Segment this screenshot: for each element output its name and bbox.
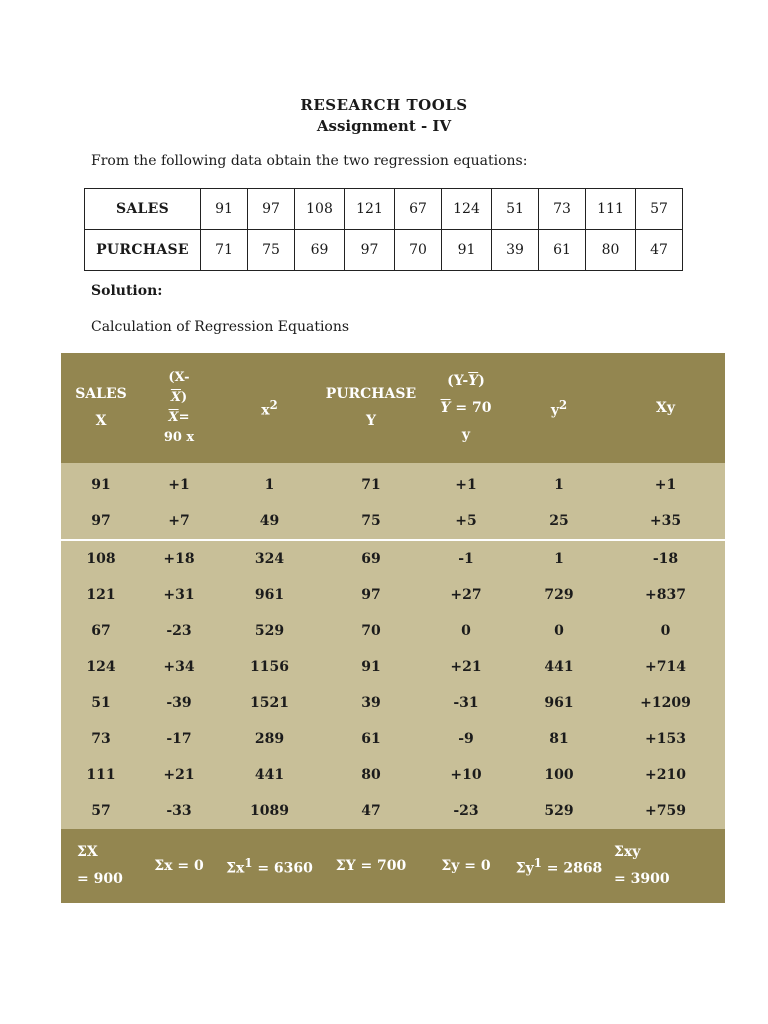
total-sum-x-value: = 900 bbox=[77, 871, 123, 887]
calc-cell: 0 bbox=[512, 613, 606, 649]
data-cell: 67 bbox=[395, 189, 442, 230]
calc-cell: +1 bbox=[606, 463, 725, 503]
calc-cell: 1156 bbox=[217, 649, 322, 685]
page-subtitle: Assignment - IV bbox=[316, 117, 452, 135]
data-cell: 71 bbox=[201, 230, 248, 271]
calc-cell: 1 bbox=[217, 463, 322, 503]
data-cell: 73 bbox=[539, 189, 586, 230]
header-sales bbox=[61, 353, 141, 463]
calc-cell: 49 bbox=[217, 503, 322, 540]
header-dev-y-var: y bbox=[461, 426, 471, 443]
totals-row bbox=[61, 829, 725, 903]
header-y2-exp: 2 bbox=[559, 397, 568, 412]
calc-row bbox=[61, 793, 725, 829]
total-sum-x2-exp: 1 bbox=[244, 855, 253, 870]
header-dev-y-mean2: $\overline{Y}$ bbox=[440, 399, 451, 416]
calc-cell: -23 bbox=[141, 613, 217, 649]
calc-row bbox=[61, 613, 725, 649]
calc-cell: 39 bbox=[322, 685, 420, 721]
header-dev-y-open: (Y- bbox=[447, 372, 469, 389]
total-sum-y2-base: Σy bbox=[515, 860, 534, 877]
header-dev-x bbox=[141, 353, 217, 463]
question-prompt: From the following data obtain the two regression equations: bbox=[91, 153, 528, 169]
calc-row bbox=[61, 577, 725, 613]
sales-row bbox=[85, 189, 683, 230]
calc-cell: 97 bbox=[322, 577, 420, 613]
data-table bbox=[84, 188, 683, 271]
calc-cell: 1521 bbox=[217, 685, 322, 721]
calc-cell: 1089 bbox=[217, 793, 322, 829]
calc-cell: 91 bbox=[61, 463, 141, 503]
calc-cell: -39 bbox=[141, 685, 217, 721]
calc-cell: 73 bbox=[61, 721, 141, 757]
calc-cell: 441 bbox=[512, 649, 606, 685]
header-purchase-var: Y bbox=[366, 413, 376, 429]
calc-cell: -33 bbox=[141, 793, 217, 829]
data-cell: 39 bbox=[492, 230, 539, 271]
header-dev-x-mean2: $\overline{X}$ bbox=[168, 410, 179, 425]
calc-cell: +31 bbox=[141, 577, 217, 613]
calc-cell: 69 bbox=[322, 540, 420, 577]
calc-cell: 51 bbox=[61, 685, 141, 721]
calc-cell: +1209 bbox=[606, 685, 725, 721]
data-cell: 75 bbox=[248, 230, 295, 271]
calc-cell: 75 bbox=[322, 503, 420, 540]
calc-body bbox=[61, 463, 725, 829]
header-dev-x-eq: = bbox=[178, 410, 190, 425]
calc-cell: 1 bbox=[512, 463, 606, 503]
calc-cell: 100 bbox=[512, 757, 606, 793]
header-dev-y-mean: $\overline{Y}$ bbox=[468, 372, 479, 389]
data-cell: 69 bbox=[295, 230, 345, 271]
header-y2-base: y bbox=[550, 402, 559, 419]
total-sum-y2 bbox=[512, 829, 606, 903]
total-sum-y2-exp: 1 bbox=[533, 855, 542, 870]
header-dev-y-eq: = 70 bbox=[450, 399, 492, 416]
calc-cell: +27 bbox=[420, 577, 512, 613]
total-sum-xy bbox=[606, 829, 725, 903]
calc-row bbox=[61, 757, 725, 793]
data-cell: 91 bbox=[442, 230, 492, 271]
header-dev-y-close: ) bbox=[478, 372, 485, 389]
calc-cell: 0 bbox=[420, 613, 512, 649]
calc-cell: 0 bbox=[606, 613, 725, 649]
data-cell: 61 bbox=[539, 230, 586, 271]
data-cell: 47 bbox=[636, 230, 683, 271]
calc-label: Calculation of Regression Equations bbox=[91, 319, 350, 335]
calc-cell: +210 bbox=[606, 757, 725, 793]
purchase-row bbox=[85, 230, 683, 271]
calc-cell: 108 bbox=[61, 540, 141, 577]
purchase-row-label: PURCHASE bbox=[85, 230, 201, 271]
data-cell: 91 bbox=[201, 189, 248, 230]
header-xy: Xy bbox=[606, 353, 725, 463]
header-dev-x-close: ) bbox=[180, 390, 188, 405]
calc-cell: +7 bbox=[141, 503, 217, 540]
calc-row bbox=[61, 685, 725, 721]
calc-row bbox=[61, 463, 725, 503]
data-cell: 80 bbox=[586, 230, 636, 271]
calc-cell: 289 bbox=[217, 721, 322, 757]
sales-row-label: SALES bbox=[85, 189, 201, 230]
header-dev-x-value: 90 x bbox=[163, 430, 195, 445]
header-x2 bbox=[217, 353, 322, 463]
header-x2-exp: 2 bbox=[269, 397, 278, 412]
calc-cell: 441 bbox=[217, 757, 322, 793]
data-cell: 57 bbox=[636, 189, 683, 230]
calc-cell: +714 bbox=[606, 649, 725, 685]
calc-cell: 67 bbox=[61, 613, 141, 649]
header-y2 bbox=[512, 353, 606, 463]
solution-label: Solution: bbox=[91, 283, 163, 299]
calc-cell: 81 bbox=[512, 721, 606, 757]
calc-cell: -17 bbox=[141, 721, 217, 757]
data-cell: 108 bbox=[295, 189, 345, 230]
header-purchase-label: PURCHASE bbox=[325, 386, 417, 402]
total-sum-dy: Σy = 0 bbox=[420, 829, 512, 903]
calc-cell: +1 bbox=[420, 463, 512, 503]
calc-cell: 111 bbox=[61, 757, 141, 793]
calculation-table bbox=[61, 353, 725, 903]
calc-cell: 961 bbox=[512, 685, 606, 721]
calc-cell: 529 bbox=[217, 613, 322, 649]
calc-cell: +21 bbox=[141, 757, 217, 793]
header-dev-x-mean: $\overline{X}$ bbox=[170, 390, 181, 405]
calc-cell: +759 bbox=[606, 793, 725, 829]
calc-cell: 61 bbox=[322, 721, 420, 757]
calc-row bbox=[61, 503, 725, 540]
calc-cell: 529 bbox=[512, 793, 606, 829]
calc-cell: 121 bbox=[61, 577, 141, 613]
calc-cell: +34 bbox=[141, 649, 217, 685]
total-sum-x bbox=[61, 829, 141, 903]
data-cell: 97 bbox=[248, 189, 295, 230]
header-sales-label: SALES bbox=[75, 386, 127, 402]
calc-cell: +18 bbox=[141, 540, 217, 577]
calc-cell: -23 bbox=[420, 793, 512, 829]
calc-cell: 80 bbox=[322, 757, 420, 793]
total-sum-x2-value: = 6360 bbox=[252, 860, 313, 877]
calc-cell: 961 bbox=[217, 577, 322, 613]
calc-cell: 124 bbox=[61, 649, 141, 685]
calc-cell: +5 bbox=[420, 503, 512, 540]
total-sum-x-label: ΣX bbox=[77, 844, 98, 860]
calc-cell: 324 bbox=[217, 540, 322, 577]
calc-cell: -31 bbox=[420, 685, 512, 721]
calc-row bbox=[61, 540, 725, 577]
calc-cell: 47 bbox=[322, 793, 420, 829]
data-cell: 97 bbox=[345, 230, 395, 271]
header-dev-y bbox=[420, 353, 512, 463]
calc-cell: +837 bbox=[606, 577, 725, 613]
total-sum-y2-value: = 2868 bbox=[541, 860, 603, 877]
data-cell: 111 bbox=[586, 189, 636, 230]
calc-cell: -18 bbox=[606, 540, 725, 577]
data-cell: 121 bbox=[345, 189, 395, 230]
data-cell: 51 bbox=[492, 189, 539, 230]
total-sum-dx: Σx = 0 bbox=[141, 829, 217, 903]
calc-cell: 97 bbox=[61, 503, 141, 540]
total-sum-xy-label: Σxy bbox=[614, 844, 641, 860]
calc-cell: +35 bbox=[606, 503, 725, 540]
calc-header-row bbox=[61, 353, 725, 463]
calc-cell: +153 bbox=[606, 721, 725, 757]
header-purchase bbox=[322, 353, 420, 463]
calc-cell: 729 bbox=[512, 577, 606, 613]
calc-cell: +21 bbox=[420, 649, 512, 685]
calc-cell: 70 bbox=[322, 613, 420, 649]
calc-row bbox=[61, 649, 725, 685]
calc-cell: 91 bbox=[322, 649, 420, 685]
total-sum-x2-base: Σx bbox=[226, 860, 245, 877]
calc-cell: -1 bbox=[420, 540, 512, 577]
header-dev-x-line1: (X- bbox=[168, 370, 190, 385]
header-sales-var: X bbox=[95, 413, 107, 429]
total-sum-x2 bbox=[217, 829, 322, 903]
data-cell: 70 bbox=[395, 230, 442, 271]
calc-cell: +10 bbox=[420, 757, 512, 793]
calc-cell: 57 bbox=[61, 793, 141, 829]
calc-cell: 25 bbox=[512, 503, 606, 540]
calc-cell: +1 bbox=[141, 463, 217, 503]
data-cell: 124 bbox=[442, 189, 492, 230]
page-title: RESEARCH TOOLS bbox=[300, 96, 468, 114]
calc-cell: -9 bbox=[420, 721, 512, 757]
calc-cell: 71 bbox=[322, 463, 420, 503]
total-sum-y: ΣY = 700 bbox=[322, 829, 420, 903]
calc-cell: 1 bbox=[512, 540, 606, 577]
header-x2-base: x bbox=[261, 402, 270, 419]
calc-row bbox=[61, 721, 725, 757]
total-sum-xy-value: = 3900 bbox=[614, 871, 670, 887]
